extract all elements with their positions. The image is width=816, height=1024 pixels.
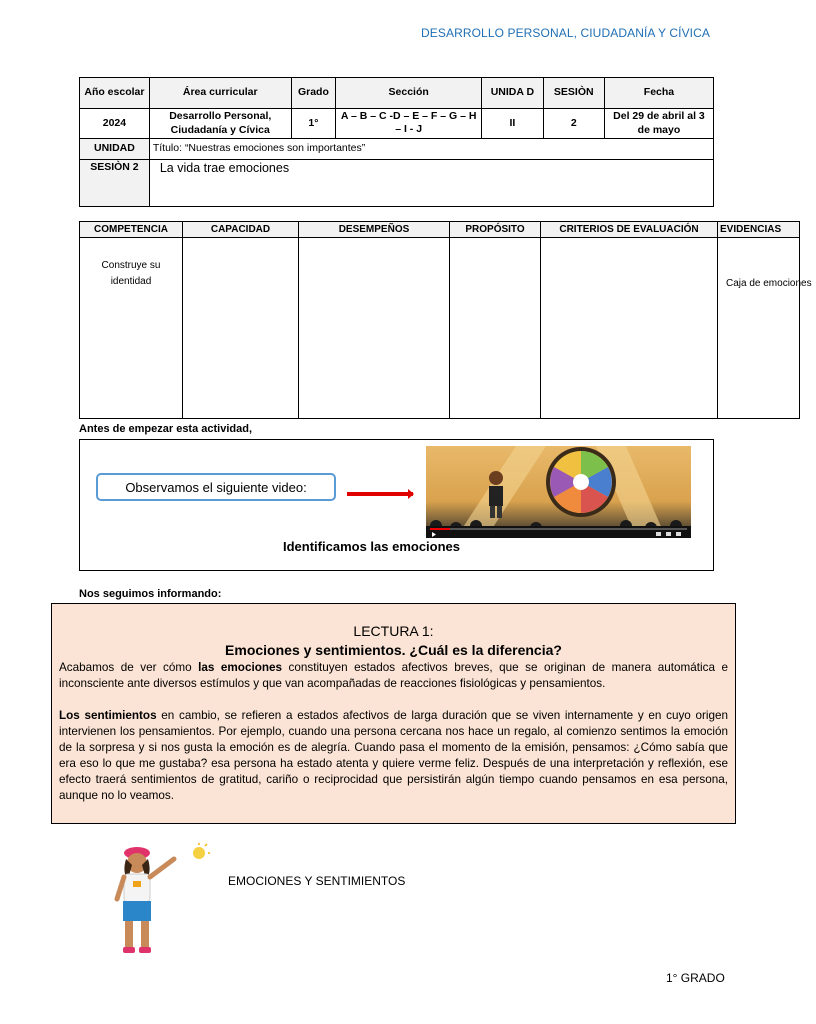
header-anio: Año escolar [80, 78, 150, 109]
reading-intro: Nos seguimos informando: [79, 588, 222, 600]
header-sesion: SESIÒN [543, 78, 604, 109]
reading-box [51, 603, 736, 824]
value-fecha: Del 29 de abril al 3 de mayo [604, 109, 713, 139]
document-header-title: DESARROLLO PERSONAL, CIUDADANÍA Y CÍVICA [421, 26, 710, 40]
reading-paragraph-1: Acabamos de ver cómo las emociones constituyen estados afectivos breves, que se originan de manera automática e inconsciente ante diversos estímulos y que van acompañadas de reacciones fisiológicas y pensamientos. [59, 661, 728, 690]
value-anio: 2024 [80, 109, 150, 139]
arrow-line [347, 492, 413, 496]
header-fecha: Fecha [604, 78, 713, 109]
observe-text: Observamos el siguiente video: [125, 479, 307, 495]
value-area: Desarrollo Personal, Ciudadanía y Cívica [149, 109, 291, 139]
header-proposito: PROPÓSITO [450, 222, 541, 238]
arrow-head-icon [408, 489, 414, 499]
girl-illustration [112, 843, 212, 960]
header-seccion: Sección [336, 78, 482, 109]
grade-footer: 1° GRADO [666, 971, 725, 985]
header-grado: Grado [291, 78, 335, 109]
unidad-label: UNIDAD [80, 139, 150, 160]
reading-title: LECTURA 1: [353, 623, 434, 639]
reading-subtitle: Emociones y sentimientos. ¿Cuál es la diferencia? [225, 642, 562, 658]
value-unidad: II [482, 109, 543, 139]
value-sesion: 2 [543, 109, 604, 139]
video-section [79, 439, 714, 571]
header-capacidad: CAPACIDAD [183, 222, 299, 238]
sesion-label: SESIÒN 2 [80, 160, 150, 207]
header-competencia: COMPETENCIA [80, 222, 183, 238]
video-thumbnail[interactable] [426, 446, 691, 538]
header-desempenos: DESEMPEÑOS [299, 222, 450, 238]
sesion-title: La vida trae emociones [149, 160, 713, 207]
header-unidad: UNIDA D [482, 78, 543, 109]
competencia-value: Construye su identidad [101, 260, 161, 287]
activity-intro: Antes de empezar esta actividad, [79, 423, 253, 435]
reading-paragraph-2: Los sentimientos en cambio, se refieren a estados afectivos de larga duración que se viven internamente y en cuyo origen intervienen los pensamientos. Por ejemplo, cuando una persona cercana nos hace un regalo, al comienzo sentimos la emoción de la sorpresa y si nos gusta la emoción es de alegría. Cuando pasa el momento de la emisión, pensamos: ¿Cómo sabía que era eso lo que me gustaba? esa persona ha estado atenta y quiere verme feliz. Después de una interpretación y reflexión, ese efecto traerá sentimientos de gratitud, cariño o reciprocidad que persistirán algún tiempo cuando pensamos en esa persona, aunque no lo veamos. [59, 709, 728, 802]
value-grado: 1° [291, 109, 335, 139]
observe-callout [96, 473, 336, 501]
header-criterios: CRITERIOS DE EVALUACIÓN [541, 222, 718, 238]
value-seccion: A – B – C -D – E – F – G – H – I - J [336, 109, 482, 139]
header-evidencias: EVIDENCIAS [718, 222, 800, 238]
competency-table [79, 221, 812, 419]
video-caption: Identificamos las emociones [283, 539, 461, 554]
video-illustration [426, 446, 691, 538]
evidencia-value: Caja de emociones [726, 278, 812, 289]
emotions-label: EMOCIONES Y SENTIMIENTOS [228, 874, 406, 888]
header-area: Área curricular [149, 78, 291, 109]
unidad-title: Título: “Nuestras emociones son importantes” [149, 139, 713, 160]
